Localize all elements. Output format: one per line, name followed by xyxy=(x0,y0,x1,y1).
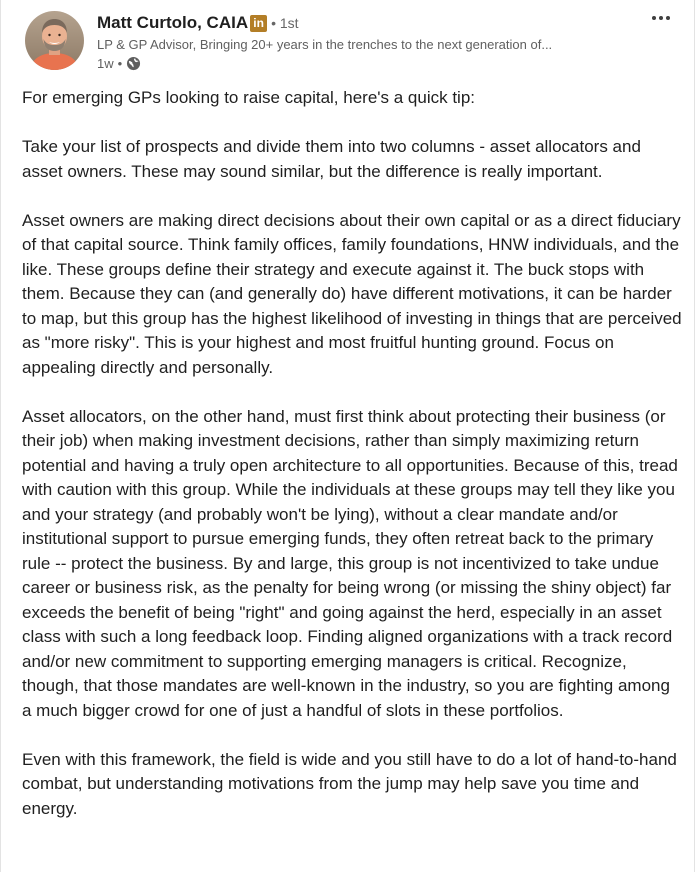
post-paragraph: Take your list of prospects and divide them into two columns - asset allocators and asset owners. These may sound similar, but the difference is really important. xyxy=(22,137,641,181)
post-paragraph: Asset owners are making direct decisions about their own capital or as a direct fiduciary of that capital source. Think family offices, family foundations, HNW individuals, and the like. These groups define their strategy and execute against it. The buck stops with them. Because they can (and generally do) have different motivations, it can be harder to map, but this group has the highest likelihood of investing in things that are perceived as "more risky". This is your highest and most fruitful hunting ground. Focus on appealing directly and personally. xyxy=(22,210,682,377)
post-paragraph: For emerging GPs looking to raise capital, here's a quick tip: xyxy=(22,88,476,107)
author-name[interactable]: Matt Curtolo, CAIA xyxy=(97,13,249,32)
post-body xyxy=(22,86,682,846)
author-name-row xyxy=(97,11,299,35)
post-meta xyxy=(97,54,141,72)
degree-label: 1st xyxy=(279,15,299,31)
post-time: 1w xyxy=(97,55,114,71)
linkedin-premium-badge-icon: in xyxy=(250,15,267,32)
more-options-button[interactable] xyxy=(645,6,677,30)
author-headline: LP & GP Advisor, Bringing 20+ years in the trenches to the next generation of... xyxy=(97,37,553,52)
post-paragraph: Asset allocators, on the other hand, must first think about protecting their business (or their job) when making investment decisions, rather than simply maximizing return potential and having a truly open architecture to all opportunities. Because of this, tread with caution with this group. While the individuals at these groups may tell they like you and your strategy (and probably won't be lying), without a clear mandate and/or institutional support to pursue emerging funds, they often retreat back to the primary rule -- protect the business. By and large, this group is not incentivized to take undue career or business risk, as the penalty for being wrong (or missing the shiny object) far exceeds the benefit of being "right" and going against the herd, especially in an asset class with such a long feedback loop. Finding aligned organizations with a track record and/or new commitment to supporting emerging managers is critical. Recognize, though, that those mandates are well-known in the industry, so you are fighting among a much bigger crowd for one of just a handful of slots in these portfolios. xyxy=(22,406,678,720)
degree-separator: • xyxy=(271,15,276,31)
avatar[interactable] xyxy=(25,11,84,70)
more-horizontal-icon xyxy=(651,15,671,21)
avatar-photo xyxy=(25,11,84,70)
globe-icon xyxy=(126,56,141,71)
post-paragraph: Even with this framework, the field is wide and you still have to do a lot of hand-to-hand combat, but understanding motivations from the jump may help save you time and energy. xyxy=(22,749,677,818)
connection-degree xyxy=(271,15,298,31)
meta-separator: • xyxy=(117,55,123,71)
